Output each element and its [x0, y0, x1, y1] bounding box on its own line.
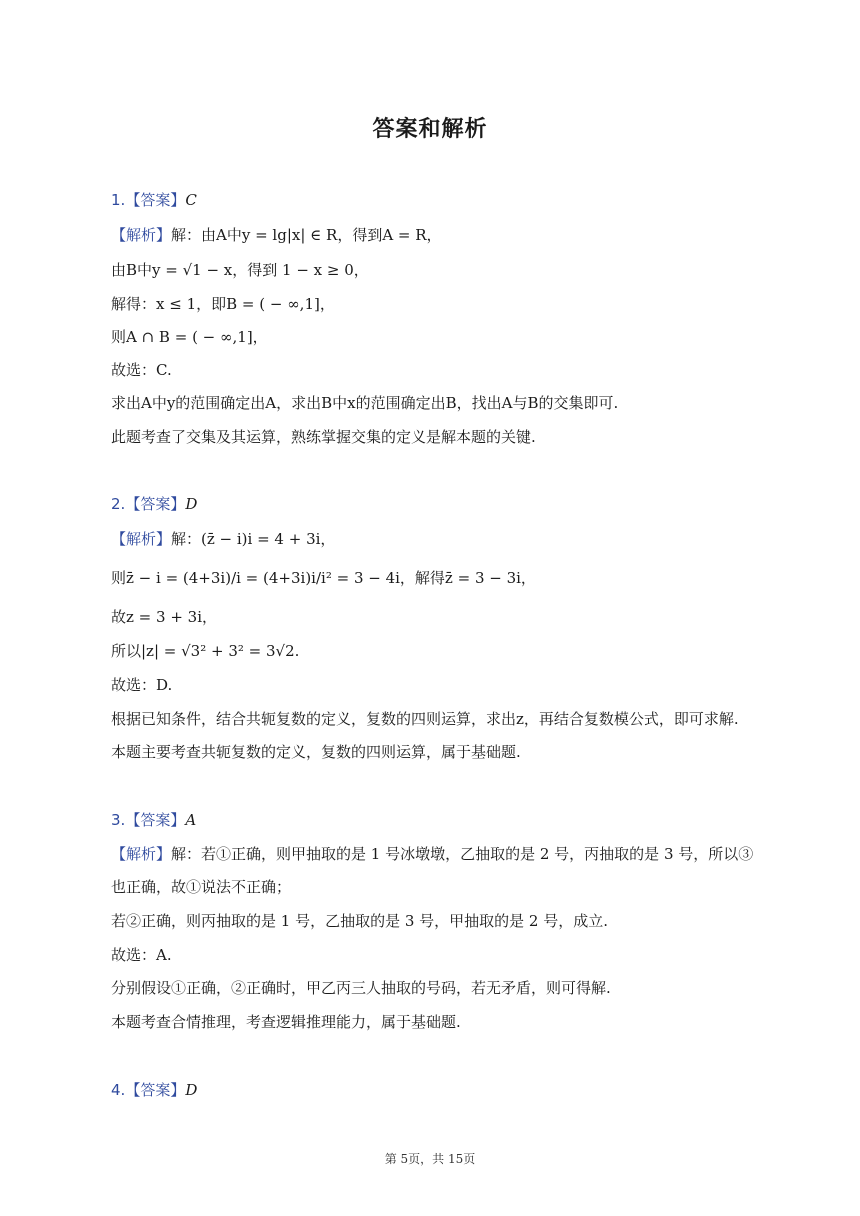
q1-answer-tag: 【答案】	[125, 191, 186, 209]
q3-answer-tag: 【答案】	[125, 811, 186, 829]
q1-line-2: 由B中y = √1 − x，得到 1 − x ≥ 0，	[111, 261, 369, 279]
q2-line-1: 解：(z̄ − i)i = 4 + 3i，	[171, 530, 336, 548]
q1-analysis-line-1	[111, 225, 442, 245]
q2-line-3: 故z = 3 + 3i，	[111, 608, 217, 626]
q2-analysis-tag: 【解析】	[111, 530, 172, 548]
q3-number: 3.	[111, 811, 126, 829]
q3-line-6: 本题考查合情推理，考查逻辑推理能力，属于基础题.	[111, 1013, 461, 1031]
q3-answer: A	[185, 811, 197, 829]
q2-number: 2.	[111, 495, 126, 513]
q3-line-2: 也正确，故①说法不正确；	[111, 878, 292, 896]
q3-analysis-line-1	[111, 844, 753, 864]
q2-answer: D	[185, 495, 198, 513]
q3-line-1: 解：若①正确，则甲抽取的是 1 号冰墩墩，乙抽取的是 2 号，丙抽取的是 3 号，所以③	[171, 845, 754, 863]
q4-number: 4.	[111, 1081, 126, 1099]
q2-header	[111, 494, 197, 514]
q2-line-5: 故选：D.	[111, 676, 173, 694]
q2-line-7: 本题主要考查共轭复数的定义，复数的四则运算，属于基础题.	[111, 743, 521, 761]
q3-analysis-tag: 【解析】	[111, 845, 172, 863]
q2-answer-tag: 【答案】	[125, 495, 186, 513]
q1-line-6: 求出A中y的范围确定出A，求出B中x的范围确定出B，找出A与B的交集即可.	[111, 394, 619, 412]
page-title: 答案和解析	[372, 117, 488, 142]
q3-line-4: 故选：A.	[111, 946, 172, 964]
q1-header	[111, 190, 197, 210]
q3-line-3: 若②正确，则丙抽取的是 1 号，乙抽取的是 3 号，甲抽取的是 2 号，成立.	[111, 912, 609, 930]
q4-answer: D	[185, 1081, 198, 1099]
page-footer: 第 5页，共 15页	[384, 1152, 476, 1166]
q1-line-7: 此题考查了交集及其运算，熟练掌握交集的定义是解本题的关键.	[111, 428, 536, 446]
q1-line-3: 解得：x ≤ 1，即B = ( − ∞,1]，	[111, 295, 335, 313]
q1-answer: C	[185, 191, 197, 209]
q1-line-5: 故选：C.	[111, 361, 172, 379]
q2-line-6: 根据已知条件，结合共轭复数的定义，复数的四则运算，求出z，再结合复数模公式，即可求解.	[111, 710, 739, 728]
q1-line-4: 则A ∩ B = ( − ∞,1]，	[111, 328, 268, 346]
q4-answer-tag: 【答案】	[125, 1081, 186, 1099]
q3-header	[111, 810, 196, 830]
q4-header	[111, 1080, 197, 1100]
q2-line-4: 所以|z| = √3² + 3² = 3√2.	[111, 642, 300, 660]
q1-line-1: 解：由A中y = lg|x| ∈ R，得到A = R，	[171, 226, 442, 244]
q3-line-5: 分别假设①正确，②正确时，甲乙丙三人抽取的号码，若无矛盾，则可得解.	[111, 979, 611, 997]
q2-line-2: 则z̄ − i = (4+3i)/i = (4+3i)i/i² = 3 − 4i，解得z̄ = 3 − 3i，	[111, 569, 536, 587]
q1-analysis-tag: 【解析】	[111, 226, 172, 244]
q2-analysis-line-1	[111, 529, 335, 549]
q1-number: 1.	[111, 191, 126, 209]
